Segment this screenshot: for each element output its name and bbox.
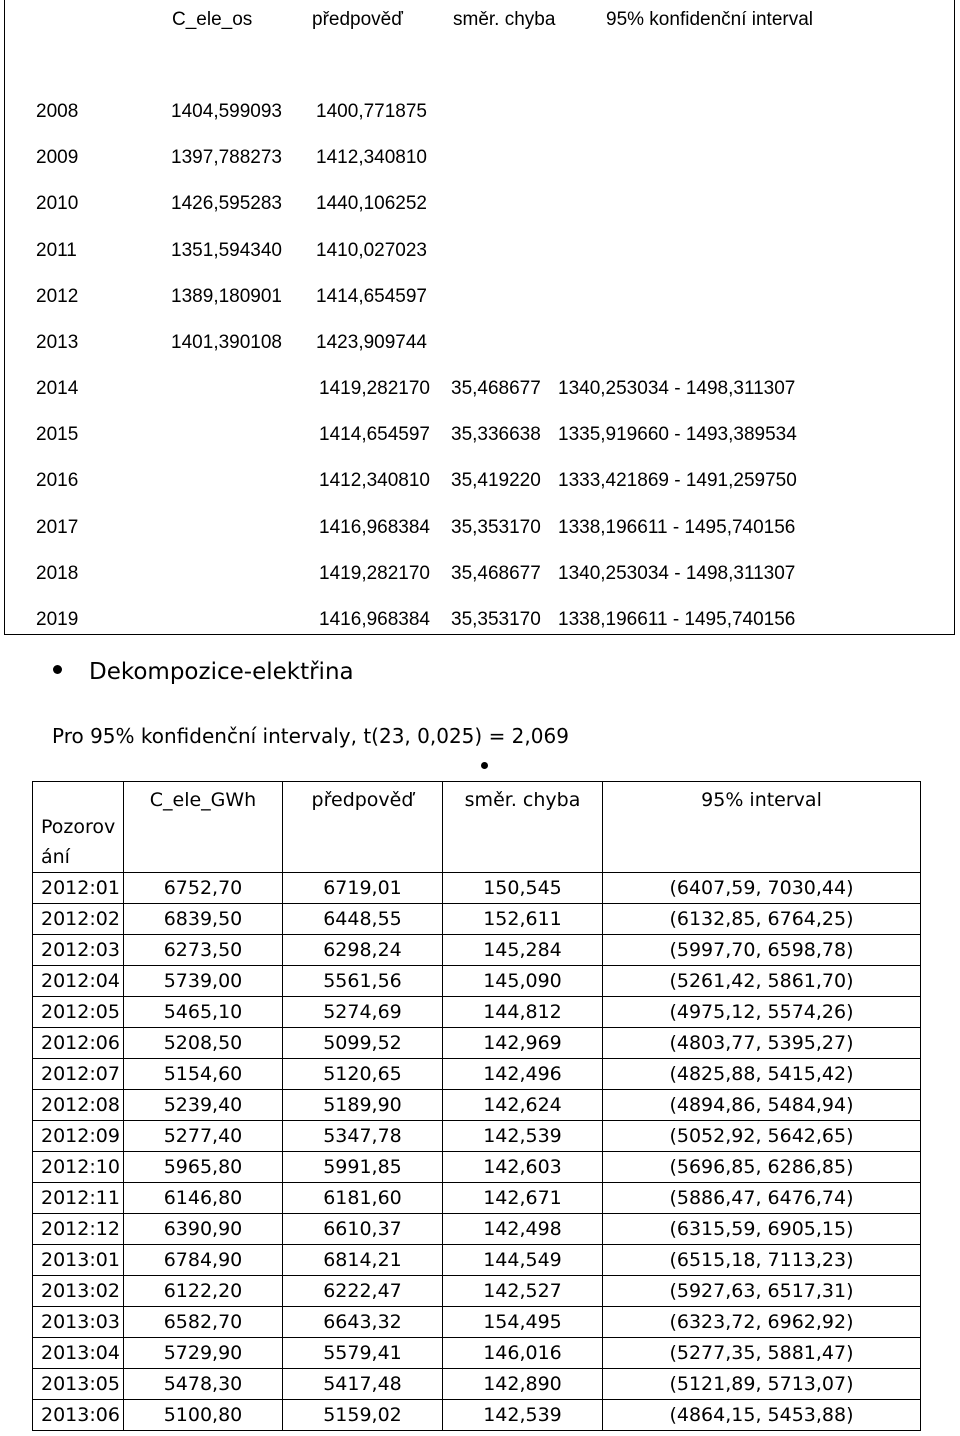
cell-forecast: 5991,85	[283, 1152, 443, 1183]
header-actual: C_ele_GWh	[124, 782, 283, 873]
row-actual: 1404,599093	[171, 101, 282, 122]
cell-interval: (4825,88, 5415,42)	[603, 1059, 921, 1090]
row-forecast: 1416,968384	[319, 608, 430, 630]
cell-interval: (5886,47, 6476,74)	[603, 1183, 921, 1214]
cell-forecast: 6298,24	[283, 935, 443, 966]
bullet-icon	[481, 762, 488, 769]
row-interval: 1340,253034 - 1498,311307	[558, 378, 796, 400]
cell-observation: 2012:06	[33, 1028, 124, 1059]
cell-actual: 5739,00	[124, 966, 283, 997]
row-interval: 1333,421869 - 1491,259750	[558, 470, 797, 492]
section-heading: Dekompozice-elektřina	[89, 659, 354, 685]
cell-observation: 2013:04	[33, 1338, 124, 1369]
row-year: 2009	[36, 147, 79, 169]
cell-std-error: 142,890	[443, 1369, 603, 1400]
row-forecast: 1419,282170	[319, 562, 430, 584]
cell-forecast: 5417,48	[283, 1369, 443, 1400]
cell-observation: 2013:05	[33, 1369, 124, 1400]
cell-observation: 2012:05	[33, 997, 124, 1028]
cell-forecast: 5189,90	[283, 1090, 443, 1121]
cell-interval: (4864,15, 5453,88)	[603, 1400, 921, 1431]
table-row	[33, 873, 921, 904]
cell-std-error: 152,611	[443, 904, 603, 935]
table-row	[33, 997, 921, 1028]
cell-observation: 2013:02	[33, 1276, 124, 1307]
cell-actual: 5154,60	[124, 1059, 283, 1090]
cell-interval: (5997,70, 6598,78)	[603, 935, 921, 966]
row-year: 2017	[36, 516, 79, 538]
table-row	[33, 1245, 921, 1276]
row-interval: 1338,196611 - 1495,740156	[558, 516, 796, 538]
cell-std-error: 146,016	[443, 1338, 603, 1369]
cell-interval: (5052,92, 5642,65)	[603, 1121, 921, 1152]
cell-observation: 2012:03	[33, 935, 124, 966]
row-year: 2019	[36, 608, 79, 630]
cell-interval: (4894,86, 5484,94)	[603, 1090, 921, 1121]
cell-std-error: 142,671	[443, 1183, 603, 1214]
cell-forecast: 6222,47	[283, 1276, 443, 1307]
cell-observation: 2012:11	[33, 1183, 124, 1214]
row-std-error: 35,353170	[451, 608, 541, 630]
row-actual: 1401,390108	[171, 331, 282, 353]
row-year: 2014	[36, 378, 79, 400]
cell-observation: 2012:01	[33, 873, 124, 904]
cell-interval: (6407,59, 7030,44)	[603, 873, 921, 904]
cell-forecast: 6814,21	[283, 1245, 443, 1276]
cell-forecast: 5561,56	[283, 966, 443, 997]
cell-forecast: 5159,02	[283, 1400, 443, 1431]
cell-forecast: 6719,01	[283, 873, 443, 904]
cell-actual: 5478,30	[124, 1369, 283, 1400]
cell-forecast: 6643,32	[283, 1307, 443, 1338]
cell-interval: (5696,85, 6286,85)	[603, 1152, 921, 1183]
table-row	[33, 1369, 921, 1400]
cell-forecast: 6181,60	[283, 1183, 443, 1214]
row-interval: 1340,253034 - 1498,311307	[558, 562, 796, 584]
cell-interval: (6315,59, 6905,15)	[603, 1214, 921, 1245]
cell-actual: 5965,80	[124, 1152, 283, 1183]
row-fitted: 1400,771875	[316, 101, 427, 122]
cell-actual: 5465,10	[124, 997, 283, 1028]
table-row	[33, 1059, 921, 1090]
header-row	[33, 782, 921, 873]
table-row	[33, 935, 921, 966]
cell-actual: 5208,50	[124, 1028, 283, 1059]
row-year: 2008	[36, 101, 79, 122]
row-fitted: 1414,654597	[316, 285, 427, 307]
row-std-error: 35,468677	[451, 562, 541, 584]
confidence-note: Pro 95% konfidenční intervaly, t(23, 0,025) = 2,069	[52, 724, 569, 748]
table-row	[33, 1183, 921, 1214]
cell-forecast: 5579,41	[283, 1338, 443, 1369]
header-forecast: předpověď	[312, 9, 403, 30]
bullet-icon	[53, 665, 62, 674]
cell-interval: (5261,42, 5861,70)	[603, 966, 921, 997]
cell-actual: 6122,20	[124, 1276, 283, 1307]
table-row	[33, 1400, 921, 1431]
table-row	[33, 1028, 921, 1059]
header-std-error: směr. chyba	[453, 9, 556, 30]
row-actual: 1397,788273	[171, 147, 282, 169]
cell-actual: 5100,80	[124, 1400, 283, 1431]
cell-observation: 2012:02	[33, 904, 124, 935]
table-row	[33, 966, 921, 997]
row-actual: 1351,594340	[171, 239, 282, 261]
cell-std-error: 150,545	[443, 873, 603, 904]
row-interval: 1335,919660 - 1493,389534	[558, 424, 797, 446]
cell-interval: (5121,89, 5713,07)	[603, 1369, 921, 1400]
row-forecast: 1419,282170	[319, 378, 430, 400]
cell-interval: (5277,35, 5881,47)	[603, 1338, 921, 1369]
cell-forecast: 6448,55	[283, 904, 443, 935]
row-interval: 1338,196611 - 1495,740156	[558, 608, 796, 630]
row-fitted: 1423,909744	[316, 331, 427, 353]
cell-actual: 6784,90	[124, 1245, 283, 1276]
row-std-error: 35,419220	[451, 470, 541, 492]
cell-observation: 2012:07	[33, 1059, 124, 1090]
cell-std-error: 142,969	[443, 1028, 603, 1059]
row-year: 2013	[36, 331, 79, 353]
row-forecast: 1416,968384	[319, 516, 430, 538]
cell-actual: 5277,40	[124, 1121, 283, 1152]
cell-observation: 2013:01	[33, 1245, 124, 1276]
cell-interval: (6323,72, 6962,92)	[603, 1307, 921, 1338]
top-forecast-table	[4, 0, 955, 635]
cell-actual: 5729,90	[124, 1338, 283, 1369]
header-interval: 95% interval	[603, 782, 921, 873]
cell-std-error: 154,495	[443, 1307, 603, 1338]
table-row	[33, 1152, 921, 1183]
header-forecast: předpověď	[283, 782, 443, 873]
row-std-error: 35,468677	[451, 378, 541, 400]
row-std-error: 35,353170	[451, 516, 541, 538]
cell-std-error: 144,812	[443, 997, 603, 1028]
cell-observation: 2013:06	[33, 1400, 124, 1431]
cell-actual: 5239,40	[124, 1090, 283, 1121]
cell-forecast: 5099,52	[283, 1028, 443, 1059]
cell-actual: 6146,80	[124, 1183, 283, 1214]
row-fitted: 1412,340810	[316, 147, 427, 169]
cell-observation: 2012:09	[33, 1121, 124, 1152]
cell-std-error: 145,090	[443, 966, 603, 997]
cell-std-error: 142,498	[443, 1214, 603, 1245]
header-interval: 95% konfidenční interval	[606, 9, 814, 30]
cell-actual: 6390,90	[124, 1214, 283, 1245]
cell-observation: 2012:04	[33, 966, 124, 997]
row-year: 2012	[36, 285, 79, 307]
table-row	[33, 904, 921, 935]
table-row	[33, 1276, 921, 1307]
cell-std-error: 142,624	[443, 1090, 603, 1121]
cell-observation: 2012:12	[33, 1214, 124, 1245]
cell-interval: (5927,63, 6517,31)	[603, 1276, 921, 1307]
row-year: 2016	[36, 470, 79, 492]
cell-interval: (4803,77, 5395,27)	[603, 1028, 921, 1059]
cell-std-error: 142,539	[443, 1121, 603, 1152]
cell-forecast: 5120,65	[283, 1059, 443, 1090]
row-std-error: 35,336638	[451, 424, 541, 446]
cell-std-error: 142,539	[443, 1400, 603, 1431]
table-row	[33, 1338, 921, 1369]
cell-interval: (6515,18, 7113,23)	[603, 1245, 921, 1276]
header-observation: Pozorov ání	[33, 782, 124, 873]
row-forecast: 1412,340810	[319, 470, 430, 492]
row-fitted: 1440,106252	[316, 193, 427, 215]
cell-forecast: 5347,78	[283, 1121, 443, 1152]
row-fitted: 1410,027023	[316, 239, 427, 261]
cell-actual: 6839,50	[124, 904, 283, 935]
table-row	[33, 1121, 921, 1152]
table-row	[33, 1090, 921, 1121]
row-year: 2010	[36, 193, 79, 215]
cell-forecast: 5274,69	[283, 997, 443, 1028]
cell-interval: (4975,12, 5574,26)	[603, 997, 921, 1028]
cell-actual: 6273,50	[124, 935, 283, 966]
table-row	[33, 1307, 921, 1338]
cell-std-error: 145,284	[443, 935, 603, 966]
header-std-error: směr. chyba	[443, 782, 603, 873]
cell-std-error: 142,496	[443, 1059, 603, 1090]
row-actual: 1389,180901	[171, 285, 282, 307]
cell-interval: (6132,85, 6764,25)	[603, 904, 921, 935]
row-forecast: 1414,654597	[319, 424, 430, 446]
cell-actual: 6752,70	[124, 873, 283, 904]
table-row	[33, 1214, 921, 1245]
cell-forecast: 6610,37	[283, 1214, 443, 1245]
cell-observation: 2013:03	[33, 1307, 124, 1338]
cell-std-error: 142,527	[443, 1276, 603, 1307]
row-year: 2018	[36, 562, 79, 584]
cell-std-error: 144,549	[443, 1245, 603, 1276]
decomposition-table	[32, 781, 921, 1431]
cell-observation: 2012:10	[33, 1152, 124, 1183]
row-actual: 1426,595283	[171, 193, 282, 215]
cell-std-error: 142,603	[443, 1152, 603, 1183]
cell-observation: 2012:08	[33, 1090, 124, 1121]
header-actual: C_ele_os	[172, 9, 253, 30]
cell-actual: 6582,70	[124, 1307, 283, 1338]
row-year: 2015	[36, 424, 79, 446]
row-year: 2011	[36, 239, 77, 261]
